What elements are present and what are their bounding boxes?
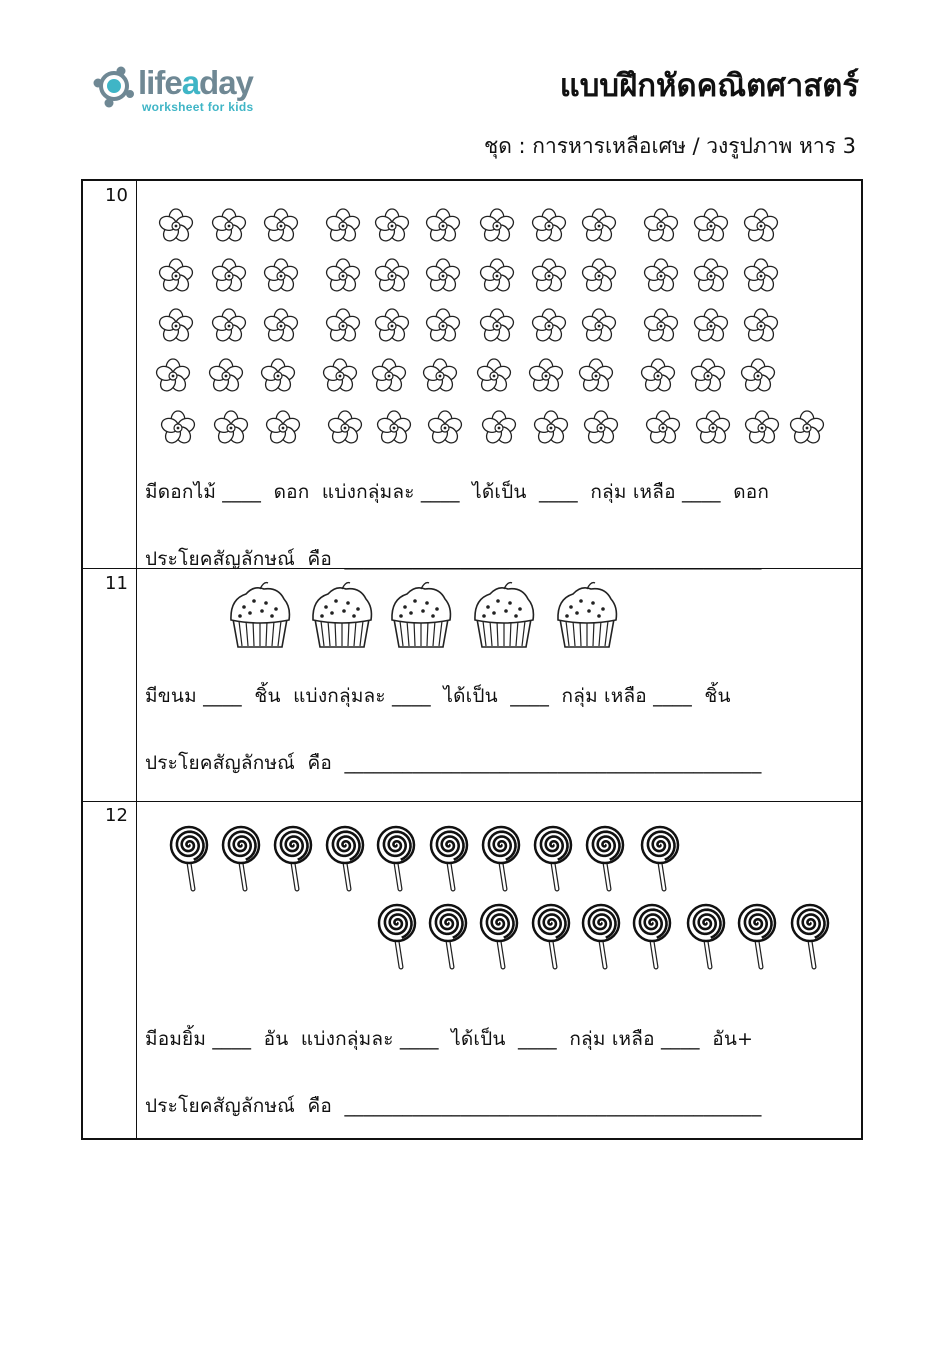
lollipop-icon: [275, 827, 311, 889]
lollipop-icon: [688, 905, 724, 967]
lollipop-icon: [583, 905, 619, 967]
lollipop-icon: [171, 827, 207, 889]
lollipop-icon: [533, 905, 569, 967]
lollipop-icon: [431, 827, 467, 889]
question-12-equation: ประโยคสัญลักษณ์ คือ ___________________________________________: [145, 1095, 762, 1117]
worksheet-table: [81, 179, 863, 1140]
question-number: 11: [105, 573, 128, 594]
logo-wordmark: lifeaday: [138, 64, 253, 101]
worksheet-subtitle: ชุด : การหารเหลือเศษ / วงรูปภาพ หาร 3: [483, 134, 856, 158]
lollipop-icon: [378, 827, 414, 889]
lollipop-icon: [379, 905, 415, 967]
question-number: 12: [105, 805, 128, 826]
question-10-sentence: มีดอกไม้ ____ ดอก แบ่งกลุ่มละ ____ ได้เป็น ____ กลุ่ม เหลือ ____ ดอก: [145, 481, 770, 503]
lollipop-icon: [223, 827, 259, 889]
lollipop-icon: [587, 827, 623, 889]
lollipop-icon: [535, 827, 571, 889]
page-title: แบบฝึกหัดคณิตศาสตร์: [559, 68, 859, 104]
question-11-equation: ประโยคสัญลักษณ์ คือ ___________________________________________: [145, 752, 762, 774]
lollipop-picture-rows: [83, 181, 863, 981]
question-number: 10: [105, 185, 128, 206]
lollipop-icon: [481, 905, 517, 967]
lollipop-icon: [642, 827, 678, 889]
question-12-sentence: มีอมยิ้ม ____ อัน แบ่งกลุ่มละ ____ ได้เป็น ____ กลุ่ม เหลือ ____ อัน+: [145, 1028, 754, 1050]
brand-logo: [92, 62, 282, 118]
logo-molecule-icon: [92, 64, 136, 108]
lollipop-icon: [327, 827, 363, 889]
lollipop-icon: [634, 905, 670, 967]
logo-tagline: worksheet for kids: [142, 100, 254, 114]
question-10-equation: ประโยคสัญลักษณ์ คือ ___________________________________________: [145, 548, 762, 570]
question-11-sentence: มีขนม ____ ชิ้น แบ่งกลุ่มละ ____ ได้เป็น ____ กลุ่ม เหลือ ____ ชิ้น: [145, 685, 731, 707]
lollipop-icon: [792, 905, 828, 967]
lollipop-icon: [430, 905, 466, 967]
lollipop-icon: [483, 827, 519, 889]
lollipop-icon: [739, 905, 775, 967]
